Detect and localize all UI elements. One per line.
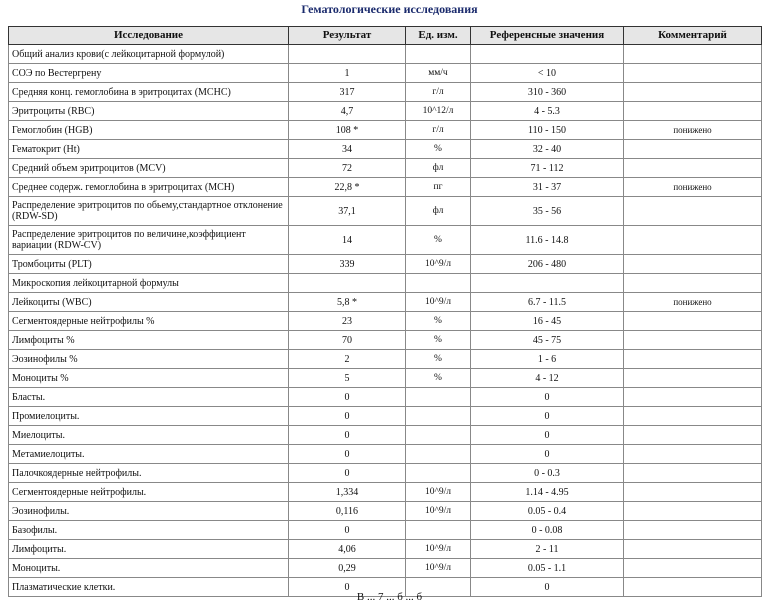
table-row: [9, 121, 762, 140]
test-name-cell: Распределение эритроцитов по обьему,стандартное отклонение (RDW-SD): [9, 197, 289, 226]
test-name-cell: Лимфоциты.: [9, 540, 289, 559]
test-name-cell: Общий анализ крови(с лейкоцитарной формулой): [9, 45, 289, 64]
header-reference: Референсные значения: [471, 27, 624, 45]
table-body: [9, 45, 762, 597]
unit-cell: %: [406, 312, 471, 331]
table-row: [9, 102, 762, 121]
comment-cell: [624, 140, 762, 159]
result-cell: 0: [289, 388, 406, 407]
table-row: [9, 388, 762, 407]
unit-cell: %: [406, 350, 471, 369]
table-row: [9, 502, 762, 521]
reference-cell: 310 - 360: [471, 83, 624, 102]
test-name-cell: Бласты.: [9, 388, 289, 407]
test-name-cell: Плазматические клетки.: [9, 578, 289, 597]
unit-cell: %: [406, 331, 471, 350]
test-name-cell: Промиелоциты.: [9, 407, 289, 426]
unit-cell: 10^9/л: [406, 540, 471, 559]
table-row: [9, 350, 762, 369]
unit-cell: [406, 45, 471, 64]
comment-cell: [624, 483, 762, 502]
unit-cell: [406, 521, 471, 540]
result-cell: 339: [289, 255, 406, 274]
table-row: [9, 178, 762, 197]
reference-cell: 0: [471, 578, 624, 597]
table-row: [9, 559, 762, 578]
result-cell: 0,29: [289, 559, 406, 578]
result-cell: 5,8 *: [289, 293, 406, 312]
result-cell: 1: [289, 64, 406, 83]
comment-cell: [624, 445, 762, 464]
table-row: [9, 483, 762, 502]
unit-cell: 10^9/л: [406, 483, 471, 502]
table-row: [9, 312, 762, 331]
unit-cell: [406, 464, 471, 483]
reference-cell: 0.05 - 0.4: [471, 502, 624, 521]
result-cell: 37,1: [289, 197, 406, 226]
table-row: [9, 255, 762, 274]
unit-cell: 10^9/л: [406, 293, 471, 312]
report-title: Гематологические исследования: [301, 2, 478, 16]
result-cell: 4,06: [289, 540, 406, 559]
unit-cell: %: [406, 140, 471, 159]
result-cell: 317: [289, 83, 406, 102]
test-name-cell: Миелоциты.: [9, 426, 289, 445]
comment-cell: [624, 64, 762, 83]
result-cell: 0,116: [289, 502, 406, 521]
result-cell: 14: [289, 226, 406, 255]
unit-cell: [406, 426, 471, 445]
reference-cell: [471, 45, 624, 64]
test-name-cell: Сегментоядерные нейтрофилы %: [9, 312, 289, 331]
reference-cell: 1 - 6: [471, 350, 624, 369]
comment-cell: [624, 159, 762, 178]
reference-cell: 11.6 - 14.8: [471, 226, 624, 255]
reference-cell: 4 - 5.3: [471, 102, 624, 121]
result-cell: 0: [289, 407, 406, 426]
unit-cell: фл: [406, 159, 471, 178]
test-name-cell: Тромбоциты (PLT): [9, 255, 289, 274]
table-row: [9, 45, 762, 64]
reference-cell: 45 - 75: [471, 331, 624, 350]
result-cell: 34: [289, 140, 406, 159]
result-cell: 5: [289, 369, 406, 388]
reference-cell: 206 - 480: [471, 255, 624, 274]
result-cell: 23: [289, 312, 406, 331]
unit-cell: пг: [406, 178, 471, 197]
unit-cell: мм/ч: [406, 64, 471, 83]
result-cell: 22,8 *: [289, 178, 406, 197]
test-name-cell: Моноциты %: [9, 369, 289, 388]
unit-cell: [406, 388, 471, 407]
header-result: Результат: [289, 27, 406, 45]
reference-cell: 31 - 37: [471, 178, 624, 197]
test-name-cell: Сегментоядерные нейтрофилы.: [9, 483, 289, 502]
result-cell: 0: [289, 426, 406, 445]
table-row: [9, 197, 762, 226]
comment-cell: [624, 350, 762, 369]
unit-cell: %: [406, 369, 471, 388]
unit-cell: 10^9/л: [406, 255, 471, 274]
table-row: [9, 293, 762, 312]
reference-cell: 35 - 56: [471, 197, 624, 226]
header-comment: Комментарий: [624, 27, 762, 45]
test-name-cell: Лимфоциты %: [9, 331, 289, 350]
unit-cell: фл: [406, 197, 471, 226]
result-cell: 0: [289, 445, 406, 464]
comment-cell: [624, 331, 762, 350]
test-name-cell: Средняя конц. гемоглобина в эритроцитах (MCHC): [9, 83, 289, 102]
result-cell: 72: [289, 159, 406, 178]
unit-cell: %: [406, 226, 471, 255]
comment-cell: [624, 102, 762, 121]
result-cell: 4,7: [289, 102, 406, 121]
comment-cell: [624, 369, 762, 388]
table-row: [9, 140, 762, 159]
table-row: [9, 226, 762, 255]
table-row: [9, 426, 762, 445]
result-cell: 0: [289, 521, 406, 540]
comment-cell: [624, 255, 762, 274]
table-row: [9, 274, 762, 293]
table-row: [9, 407, 762, 426]
test-name-cell: Моноциты.: [9, 559, 289, 578]
test-name-cell: Среднее содерж. гемоглобина в эритроцитах (MCH): [9, 178, 289, 197]
table-row: [9, 331, 762, 350]
comment-cell: [624, 521, 762, 540]
result-cell: 0: [289, 464, 406, 483]
test-name-cell: СОЭ по Вестергрену: [9, 64, 289, 83]
header-unit: Ед. изм.: [406, 27, 471, 45]
test-name-cell: Средний объем эритроцитов (MCV): [9, 159, 289, 178]
test-name-cell: Микроскопия лейкоцитарной формулы: [9, 274, 289, 293]
reference-cell: 0: [471, 407, 624, 426]
comment-cell: [624, 540, 762, 559]
comment-cell: [624, 197, 762, 226]
comment-cell: [624, 559, 762, 578]
table-row: [9, 464, 762, 483]
reference-cell: 0: [471, 445, 624, 464]
reference-cell: 32 - 40: [471, 140, 624, 159]
comment-cell: понижено: [624, 121, 762, 140]
table-header-row: [9, 27, 762, 45]
comment-cell: [624, 502, 762, 521]
unit-cell: г/л: [406, 83, 471, 102]
test-name-cell: Базофилы.: [9, 521, 289, 540]
result-cell: [289, 274, 406, 293]
result-cell: 1,334: [289, 483, 406, 502]
test-name-cell: Эритроциты (RBC): [9, 102, 289, 121]
test-name-cell: Гемоглобин (HGB): [9, 121, 289, 140]
comment-cell: [624, 388, 762, 407]
test-name-cell: Палочкоядерные нейтрофилы.: [9, 464, 289, 483]
footnote: В ... 7 ... б ... б: [356, 591, 423, 600]
result-cell: 0: [289, 578, 406, 597]
unit-cell: [406, 445, 471, 464]
reference-cell: 0: [471, 426, 624, 445]
reference-cell: 0.05 - 1.1: [471, 559, 624, 578]
reference-cell: 71 - 112: [471, 159, 624, 178]
reference-cell: 0: [471, 388, 624, 407]
result-cell: [289, 45, 406, 64]
unit-cell: 10^9/л: [406, 502, 471, 521]
reference-cell: 0 - 0.3: [471, 464, 624, 483]
result-cell: 70: [289, 331, 406, 350]
comment-cell: [624, 45, 762, 64]
table-row: [9, 445, 762, 464]
reference-cell: 2 - 11: [471, 540, 624, 559]
comment-cell: [624, 426, 762, 445]
reference-cell: 4 - 12: [471, 369, 624, 388]
table-row: [9, 64, 762, 83]
reference-cell: 110 - 150: [471, 121, 624, 140]
result-cell: 2: [289, 350, 406, 369]
unit-cell: [406, 407, 471, 426]
table-row: [9, 540, 762, 559]
test-name-cell: Лейкоциты (WBC): [9, 293, 289, 312]
unit-cell: [406, 274, 471, 293]
comment-cell: [624, 464, 762, 483]
test-name-cell: Распределение эритроцитов по величине,коэффициент вариации (RDW-CV): [9, 226, 289, 255]
reference-cell: 0 - 0.08: [471, 521, 624, 540]
comment-cell: понижено: [624, 178, 762, 197]
table-row: [9, 83, 762, 102]
test-name-cell: Эозинофилы %: [9, 350, 289, 369]
table-row: [9, 159, 762, 178]
hematology-table: [8, 26, 762, 597]
comment-cell: понижено: [624, 293, 762, 312]
comment-cell: [624, 312, 762, 331]
unit-cell: г/л: [406, 121, 471, 140]
comment-cell: [624, 226, 762, 255]
reference-cell: 16 - 45: [471, 312, 624, 331]
comment-cell: [624, 274, 762, 293]
test-name-cell: Гематокрит (Ht): [9, 140, 289, 159]
unit-cell: 10^9/л: [406, 559, 471, 578]
test-name-cell: Эозинофилы.: [9, 502, 289, 521]
reference-cell: < 10: [471, 64, 624, 83]
unit-cell: 10^12/л: [406, 102, 471, 121]
reference-cell: 1.14 - 4.95: [471, 483, 624, 502]
reference-cell: 6.7 - 11.5: [471, 293, 624, 312]
comment-cell: [624, 83, 762, 102]
reference-cell: [471, 274, 624, 293]
comment-cell: [624, 407, 762, 426]
header-test: Исследование: [9, 27, 289, 45]
result-cell: 108 *: [289, 121, 406, 140]
table-row: [9, 521, 762, 540]
test-name-cell: Метамиелоциты.: [9, 445, 289, 464]
table-row: [9, 369, 762, 388]
